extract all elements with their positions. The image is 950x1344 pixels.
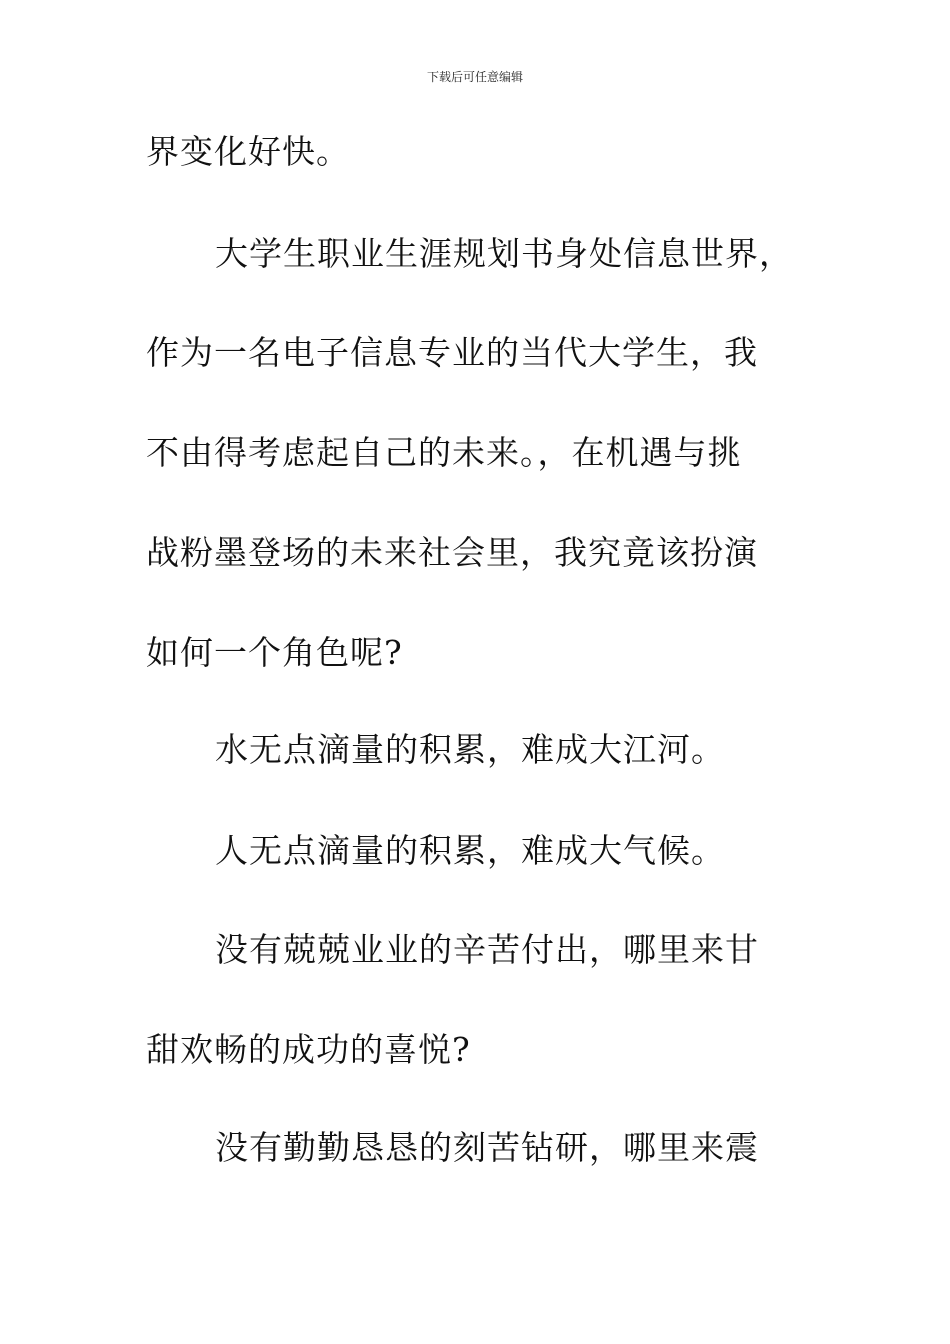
body-text-line: 如何一个角色呢?	[146, 633, 403, 672]
paragraph-first-line: 人无点滴量的积累，难成大气候。	[215, 831, 725, 870]
paragraph-first-line: 大学生职业生涯规划书身处信息世界，	[215, 234, 793, 273]
body-text-line: 作为一名电子信息专业的当代大学生，我	[146, 333, 758, 372]
body-text-line: 界变化好快。	[146, 132, 350, 171]
body-text-line: 战粉墨登场的未来社会里，我究竟该扮演	[146, 533, 758, 572]
paragraph-first-line: 没有勤勤恳恳的刻苦钻研，哪里来震	[215, 1128, 759, 1167]
page-header: 下载后可任意编辑	[426, 70, 523, 84]
paragraph-first-line: 没有兢兢业业的辛苦付出，哪里来甘	[215, 930, 759, 969]
body-text-line: 不由得考虑起自己的未来。，在机遇与挑	[146, 433, 742, 472]
body-text-line: 甜欢畅的成功的喜悦?	[146, 1030, 471, 1069]
paragraph-first-line: 水无点滴量的积累，难成大江河。	[215, 730, 725, 769]
